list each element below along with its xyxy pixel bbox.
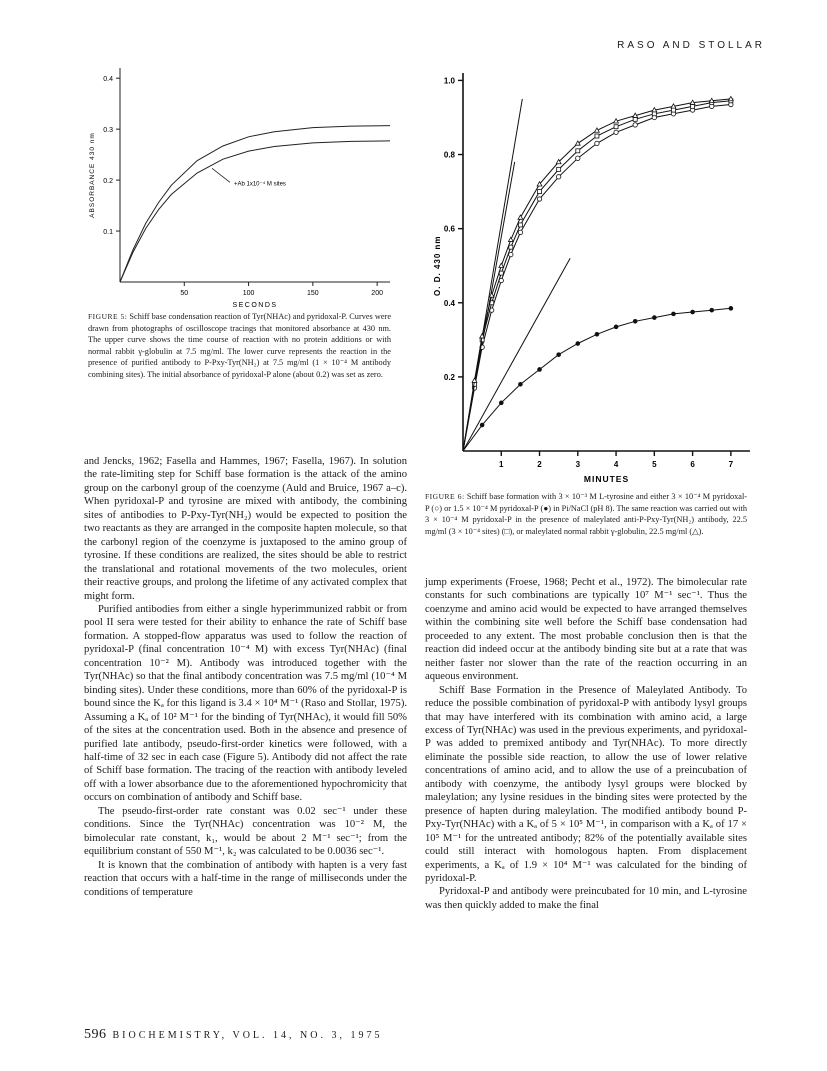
series-line-1 xyxy=(463,105,731,452)
data-point-circle xyxy=(595,141,599,145)
paragraph: Schiff Base Formation in the Presence of Maleylated Antibody. To reduce the possible combination of pyridoxal-P with antibody lysyl groups that may have interfered with its combination with amino acid, a large excess of Tyr(NHAc) was used in the previous experiments, and pyridoxal-P was added to premixed antibody and Tyr(NHAc). To more directly eliminate the possible side reaction, to allow the use of lower relative concentrations of amino acid, and to allow the use of a preincubation of antibody with coenzyme, the antibody lysyl groups were blocked by maleylation; any lysine residues in the binding sites were protected by the presence of hapten during maleylation. The modified antibody bound P-Pxy-Tyr(NHAc) with a Kₐ of 5 × 10⁵ M⁻¹, in comparison with a Kₐ of 17 × 10⁵ M⁻¹ for the untreated antibody; 82% of the potentially available sites could still interact with homologous hapten. From displacement experiments, a Kₐ of 1.9 × 10⁴ M⁻¹ was calculated for the binding of pyridoxal-P. xyxy=(425,684,747,884)
paragraph: It is known that the combination of antibody with hapten is a very fast reaction that occurs with a half-time in the range of milliseconds under the conditions of temperature xyxy=(84,859,407,898)
data-point-square xyxy=(652,112,656,116)
x-tick-label: 1 xyxy=(499,460,504,469)
figure-5-label: FIGURE 5: xyxy=(88,312,128,321)
figure-5-caption xyxy=(88,311,391,381)
data-point-filled-circle xyxy=(729,306,734,311)
data-point-circle xyxy=(509,252,513,256)
data-point-triangle xyxy=(518,215,523,219)
figure-6-svg xyxy=(430,55,780,485)
data-point-square xyxy=(557,167,561,171)
data-point-circle xyxy=(556,175,560,179)
data-point-filled-circle xyxy=(518,382,523,387)
series-line-1 xyxy=(120,126,390,282)
y-axis-label: ABSORBANCE 430 nm xyxy=(89,132,96,218)
paragraph: jump experiments (Froese, 1968; Pecht et al., 1972). The bimolecular rate constants for such combinations are typically 10⁷ M⁻¹ sec⁻¹. Thus the coenzyme and amino acid would be expected to have arranged themselves within the combining site well before the Schiff base condensation had proceeded to any extent. The most probable conclusion then is that the reaction did indeed occur at the antibody binding site but at a rate that was neither faster nor slower than the rate of the reaction occurring in an aqueous environment. xyxy=(425,577,747,683)
y-tick-label: 1.0 xyxy=(443,76,455,86)
data-point-filled-circle xyxy=(652,315,657,320)
data-point-filled-circle xyxy=(709,308,714,313)
x-tick-label: 5 xyxy=(652,460,657,469)
x-tick-label: 150 xyxy=(307,290,319,297)
data-point-circle xyxy=(518,230,522,234)
annotation-label: +Ab 1x10⁻⁴ M sites xyxy=(234,181,286,188)
data-point-triangle xyxy=(499,263,504,267)
data-point-filled-circle xyxy=(633,319,638,324)
x-axis-label: SECONDS xyxy=(232,302,278,309)
figure-6-chart xyxy=(430,55,780,485)
data-point-circle xyxy=(537,197,541,201)
y-tick-label: 0.1 xyxy=(103,229,113,237)
data-point-filled-circle xyxy=(556,352,561,357)
series-line-2 xyxy=(120,141,390,282)
running-header: RASO AND STOLLAR xyxy=(617,40,765,51)
data-point-filled-circle xyxy=(690,310,695,315)
y-tick-label: 0.2 xyxy=(443,372,455,382)
page-footer xyxy=(84,1027,382,1043)
data-point-filled-circle xyxy=(595,332,600,337)
x-axis-label: MINUTES xyxy=(583,474,630,484)
data-point-circle xyxy=(576,156,580,160)
data-point-filled-circle xyxy=(537,367,542,372)
y-axis-label: O. D. 430 nm xyxy=(433,235,442,296)
x-tick-label: 2 xyxy=(537,460,542,469)
data-point-square xyxy=(576,149,580,153)
data-point-filled-circle xyxy=(499,401,504,406)
data-point-circle xyxy=(633,123,637,127)
x-tick-label: 3 xyxy=(575,460,581,469)
data-point-square xyxy=(518,223,522,227)
data-point-square xyxy=(633,117,637,121)
page-number: 596 xyxy=(84,1027,107,1042)
paragraph: Pyridoxal-P and antibody were preincubated for 10 min, and L-tyrosine was then quickly added to make the final xyxy=(425,886,747,911)
data-point-square xyxy=(614,125,618,129)
x-tick-label: 6 xyxy=(690,460,695,469)
data-point-square xyxy=(538,190,542,194)
y-tick-label: 0.6 xyxy=(443,224,455,234)
data-point-triangle xyxy=(508,237,513,241)
y-tick-label: 0.4 xyxy=(103,76,113,84)
paragraph: The pseudo-first-order rate constant was 0.02 sec⁻¹ under these conditions. Since the Tyr(NHAc) concentration was 10⁻² M, the bimolecular rate constant, k₁, would be about 2 M⁻¹ sec⁻¹; from the equilibrium constant of 550 M⁻¹, k₂ was calculated to be 0.0036 sec⁻¹. xyxy=(84,805,407,858)
data-point-triangle xyxy=(575,141,580,145)
y-tick-label: 0.2 xyxy=(103,178,113,186)
figure-6-label: FIGURE 6: xyxy=(425,492,465,501)
x-tick-label: 100 xyxy=(242,290,255,297)
paragraph: Purified antibodies from either a single hyperimmunized rabbit or from pool II sera were tested for their ability to enhance the rate of Schiff base formation. A stopped-flow apparatus was used to follow the reaction of pyridoxal-P (final concentration 10⁻⁴ M) with excess Tyr(NHAc) (final concentration 10⁻² M). Antibody was introduced together with the Tyr(NHAc) so that the final antibody concentration was 7.5 mg/ml (10⁻⁴ M binding sites). Under these conditions, more than 60% of the pyridoxal-P is bound since the Kₐ for this ligand is 3.4 × 10⁴ M⁻¹ (Raso and Stollar, 1975). Assuming a Kₐ of 10² M⁻¹ for the binding of Tyr(NHAc), it would fill 50% of the sites at the concentration used. Both in the absence and presence of purified late antibody, pseudo-first-order kinetics were followed, with a half-time of 32 sec in each case (Figure 5). Antibody did not affect the rate of Schiff base formation. The tracing of the reaction with antibody leveled off with a lower absorbance due to the aforementioned hypochromicity that occurs on combination of antibody and Schiff base. xyxy=(84,603,407,804)
data-point-square xyxy=(691,104,695,108)
x-tick-label: 4 xyxy=(613,460,619,469)
figure-6-caption-text: Schiff base formation with 3 × 10⁻³ M L-tyrosine and either 3 × 10⁻⁴ M pyridoxal-P (○) or 1.5 × 10⁻⁴ M pyridoxal-P (●) in Pi/NaCl (pH 8). The same reaction was carried out with 3 × 10⁻⁴ M pyridoxal-P in the presence of maleylated anti-P-Pxy-Tyr(NH₂) antibody, 22.5 mg/ml (3 × 10⁻⁴ sites) (□), or maleylated normal rabbit γ-globulin, 22.5 mg/ml (△). xyxy=(425,492,748,536)
x-tick-label: 7 xyxy=(728,460,734,469)
data-point-filled-circle xyxy=(576,341,581,346)
y-tick-label: 0.3 xyxy=(103,127,113,135)
figure-5-caption-text: Schiff base condensation reaction of Tyr(NHAc) and pyridoxal-P. Curves were drawn from photographs of oscilloscope tracings that monitored absorbance at 430 nm. The upper curve shows the time course of reaction with no protein additions or with normal rabbit γ-globulin at 7.5 mg/ml. The lower curve represents the reaction in the presence of purified antibody to P-Pxy-Tyr(NH₂) at 7.5 mg/ml (1 × 10⁻⁴ M antibody combining sites). The initial absorbance of pyridoxal-P alone (about 0.2) was set as zero. xyxy=(88,312,391,379)
data-point-square xyxy=(671,108,675,112)
left-text-column xyxy=(84,455,407,899)
data-point-filled-circle xyxy=(671,312,676,317)
data-point-filled-circle xyxy=(614,325,619,330)
data-point-square xyxy=(595,134,599,138)
data-point-filled-circle xyxy=(480,423,485,428)
x-tick-label: 50 xyxy=(180,290,189,297)
data-point-square xyxy=(509,245,513,249)
paragraph: and Jencks, 1962; Fasella and Hammes, 1967; Fasella, 1967). In solution the rate-limiting step for Schiff base formation is the attack of the amino group on the carbonyl group of the coenzyme (Auld and Bruice, 1967 a–c). When pyridoxal-P and tyrosine are mixed with antibody, the combining sites of antibodies to P-Pxy-Tyr(NH₂) would be expected to position the two reactants as they are arranged in the composite hapten molecule, so that the carbonyl region of the coenzyme is juxtaposed to the amino group of tyrosine. If these conditions are realized, the sites should be able to restrict the translational and rotational movements of the two molecules, orient their reactive groups, and prolong the lifetime of any activated complex that might form. xyxy=(84,456,407,602)
data-point-circle xyxy=(614,130,618,134)
y-tick-label: 0.8 xyxy=(443,150,455,160)
figure-5-chart xyxy=(80,60,400,312)
annotation-arrow xyxy=(212,168,230,182)
x-tick-label: 200 xyxy=(371,290,383,297)
journal-reference: BIOCHEMISTRY, VOL. 14, NO. 3, 1975 xyxy=(112,1030,383,1041)
figure-5-svg xyxy=(80,60,400,312)
y-tick-label: 0.4 xyxy=(443,298,455,308)
right-text-column xyxy=(425,576,747,912)
figure-6-caption xyxy=(425,491,747,537)
